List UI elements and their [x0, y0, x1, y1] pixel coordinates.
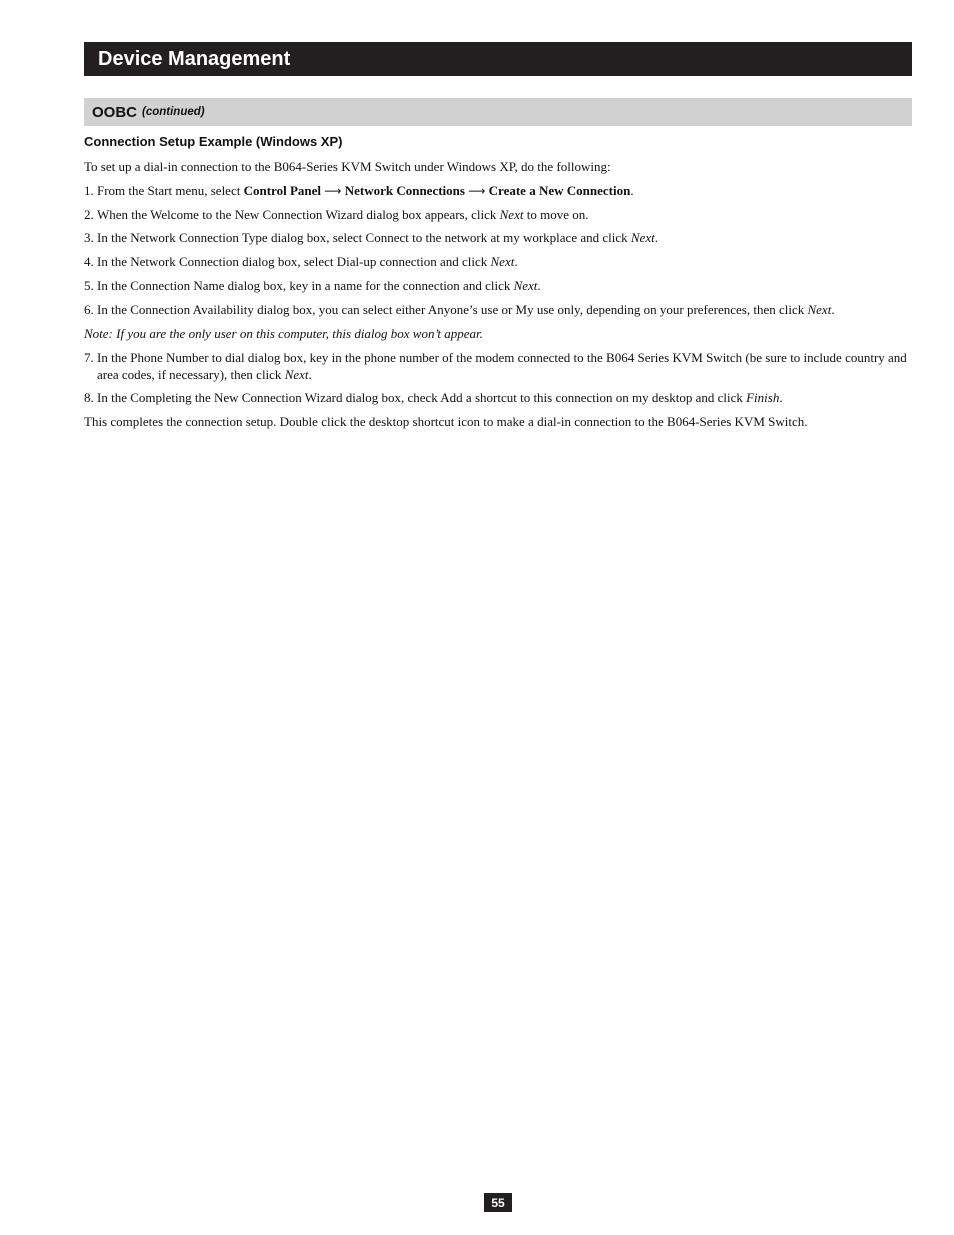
step-number: 8.	[84, 390, 94, 405]
menu-control-panel: Control Panel	[243, 183, 321, 198]
step-2	[84, 206, 912, 223]
menu-create-new-connection: Create a New Connection	[488, 183, 631, 198]
page-number: 55	[484, 1193, 512, 1212]
step-1	[84, 182, 912, 200]
step-number: 7.	[84, 350, 94, 365]
step-number: 6.	[84, 302, 94, 317]
step-8	[84, 389, 912, 406]
step-text: In the Network Connection Type dialog box, select Connect to the network at my workplace and click Next.	[97, 230, 658, 245]
page-title-bar	[84, 42, 912, 76]
arrow-right-icon: ⟶	[324, 184, 342, 198]
step-5	[84, 277, 912, 294]
step-text: In the Network Connection dialog box, select Dial-up connection and click Next.	[97, 254, 518, 269]
step-number: 4.	[84, 254, 94, 269]
step-text: From the Start menu, select Control Panel ⟶ Network Connections ⟶ Create a New Connection.	[97, 183, 634, 198]
step-number: 5.	[84, 278, 94, 293]
step-6	[84, 301, 912, 318]
step-text: In the Phone Number to dial dialog box, key in the phone number of the modem connected to the B064 Series KVM Switch (be sure to include country and area codes, if necessary), then click Next.	[97, 350, 907, 382]
step-4	[84, 253, 912, 270]
step-text: In the Connection Availability dialog box, you can select either Anyone’s use or My use only, depending on your preferences, then click Next.	[97, 302, 835, 317]
menu-network-connections: Network Connections	[344, 183, 465, 198]
step-text: When the Welcome to the New Connection Wizard dialog box appears, click Next to move on.	[97, 207, 589, 222]
step-text: In the Completing the New Connection Wizard dialog box, check Add a shortcut to this connection on my desktop and click Finish.	[97, 390, 783, 405]
arrow-right-icon: ⟶	[468, 184, 486, 198]
step-number: 2.	[84, 207, 94, 222]
intro-paragraph: To set up a dial-in connection to the B064-Series KVM Switch under Windows XP, do the following:	[84, 159, 611, 174]
section-title: OOBC	[92, 103, 137, 121]
note-paragraph: Note: If you are the only user on this computer, this dialog box won’t appear.	[84, 326, 483, 341]
step-text: In the Connection Name dialog box, key in a name for the connection and click Next.	[97, 278, 541, 293]
page-title: Device Management	[98, 47, 291, 70]
section-header	[84, 98, 912, 126]
subheading: Connection Setup Example (Windows XP)	[84, 134, 343, 149]
step-number: 3.	[84, 230, 94, 245]
step-3	[84, 229, 912, 246]
step-number: 1.	[84, 183, 94, 198]
closing-paragraph: This completes the connection setup. Double click the desktop shortcut icon to make a dial-in connection to the B064-Series KVM Switch.	[84, 414, 808, 429]
step-7	[84, 349, 912, 383]
section-subtitle: (continued)	[142, 106, 205, 118]
